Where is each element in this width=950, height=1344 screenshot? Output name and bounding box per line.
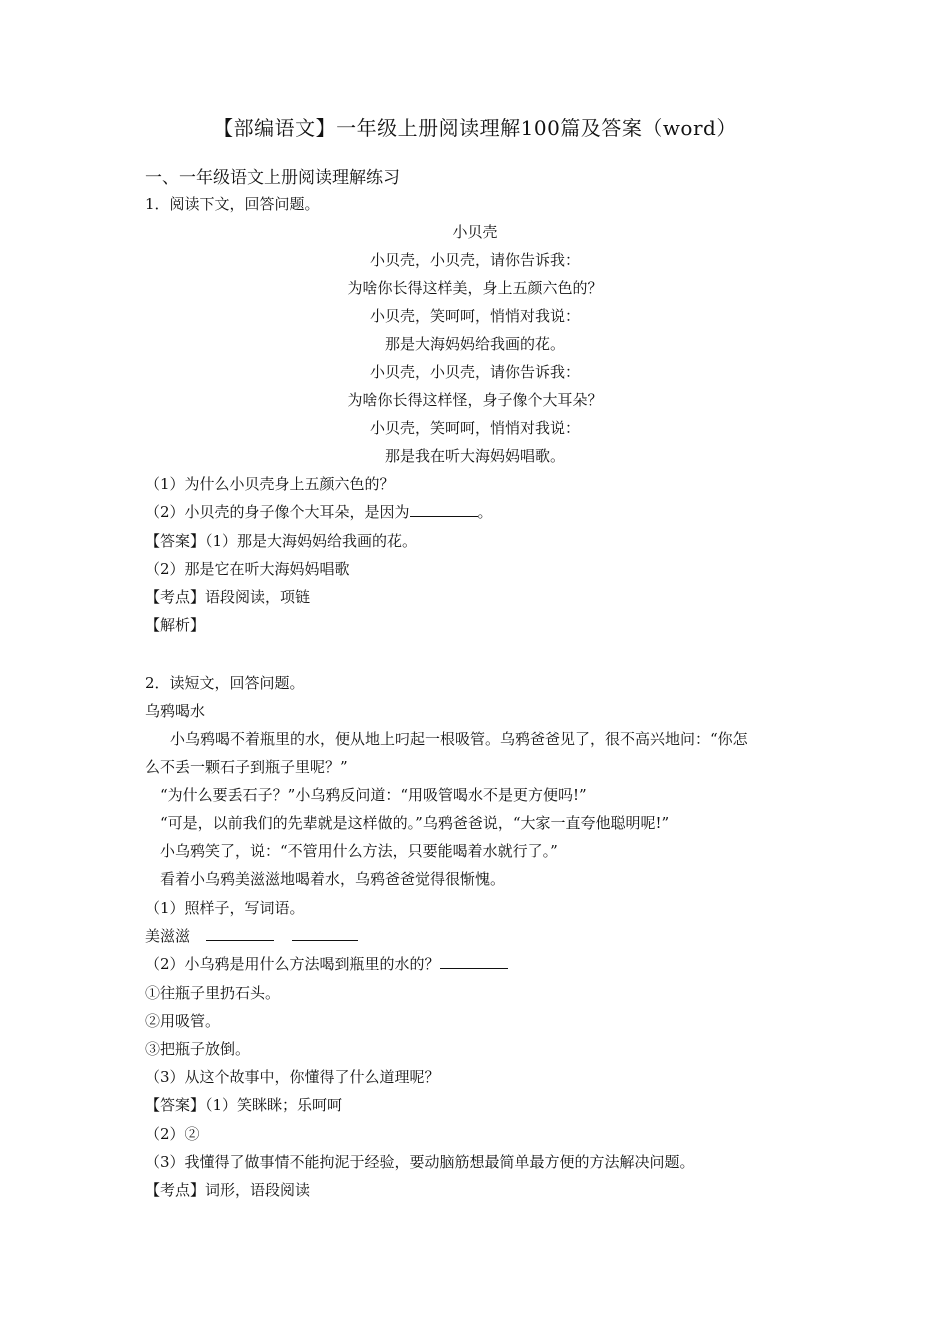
- q1-sub2-end: 。: [477, 503, 493, 521]
- poem-line: 小贝壳，笑呵呵，悄悄对我说：: [369, 307, 580, 325]
- story-paragraph: “为什么要丢石子？”小乌鸦反问道：“用吸管喝水不是更方便吗!”: [160, 786, 587, 804]
- poem-line: 小贝壳，小贝壳，请你告诉我：: [369, 251, 580, 269]
- q2-sub2-text: （2）小乌鸦是用什么方法喝到瓶里的水的？: [145, 955, 440, 973]
- q2-sub-question-2: [145, 954, 508, 974]
- poem-line: 那是大海妈妈给我画的花。: [384, 335, 565, 353]
- q2-answer-1: 【答案】（1）笑眯眯；乐呵呵: [145, 1096, 343, 1114]
- q1-answer-1: 【答案】（1）那是大海妈妈给我画的花。: [145, 532, 418, 550]
- q1-intro: 1．阅读下文，回答问题。: [145, 195, 320, 213]
- q1-jiexi: 【解析】: [145, 616, 206, 634]
- q2-answer-2: （2）②: [145, 1125, 200, 1143]
- q2-sub-question-1: （1）照样子，写词语。: [145, 899, 305, 917]
- section-heading: 一、一年级语文上册阅读理解练习: [145, 168, 400, 188]
- poem-line: 小贝壳，笑呵呵，悄悄对我说：: [369, 419, 580, 437]
- answer-blank: [410, 502, 478, 517]
- option-2: ②用吸管。: [145, 1012, 221, 1030]
- story-paragraph: 看着小乌鸦美滋滋地喝着水，乌鸦爸爸觉得很惭愧。: [160, 870, 506, 888]
- q2-kaodian: 【考点】词形，语段阅读: [145, 1181, 311, 1199]
- q1-answer-2: （2）那是它在听大海妈妈唱歌: [145, 560, 350, 578]
- example-word: 美滋滋: [145, 927, 191, 945]
- story-paragraph: 小乌鸦笑了，说：“不管用什么方法，只要能喝着水就行了。”: [160, 842, 558, 860]
- poem-title: 小贝壳: [452, 223, 498, 241]
- q2-answer-3: （3）我懂得了做事情不能拘泥于经验，要动脑筋想最简单最方便的方法解决问题。: [145, 1153, 695, 1171]
- q1-sub-question-1: （1）为什么小贝壳身上五颜六色的？: [145, 475, 395, 493]
- document-title: 【部编语文】一年级上册阅读理解100篇及答案（word）: [213, 116, 737, 140]
- answer-blank: [206, 926, 274, 941]
- option-1: ①往瓶子里扔石头。: [145, 984, 281, 1002]
- story-paragraph-cont: 么不丢一颗石子到瓶子里呢？”: [145, 758, 348, 776]
- poem-line: 为啥你长得这样美，身上五颜六色的？: [347, 279, 603, 297]
- q1-kaodian: 【考点】语段阅读，项链: [145, 588, 311, 606]
- poem-line: 为啥你长得这样怪，身子像个大耳朵？: [347, 391, 603, 409]
- story-paragraph: “可是，以前我们的先辈就是这样做的。”乌鸦爸爸说，“大家一直夸他聪明呢!”: [160, 814, 670, 832]
- option-3: ③把瓶子放倒。: [145, 1040, 251, 1058]
- answer-blank: [292, 926, 358, 941]
- q1-sub-question-2: [145, 502, 493, 522]
- q2-example-row: [145, 926, 358, 946]
- story-title: 乌鸦喝水: [145, 702, 206, 720]
- answer-blank: [440, 954, 508, 969]
- q2-intro: 2．读短文，回答问题。: [145, 674, 305, 692]
- poem-line: 那是我在听大海妈妈唱歌。: [384, 447, 565, 465]
- q2-sub-question-3: （3）从这个故事中，你懂得了什么道理呢？: [145, 1068, 440, 1086]
- story-paragraph: 小乌鸦喝不着瓶里的水，便从地上叼起一根吸管。乌鸦爸爸见了，很不高兴地问：“你怎: [170, 730, 748, 748]
- q1-sub2-text: （2）小贝壳的身子像个大耳朵，是因为: [145, 503, 410, 521]
- poem-line: 小贝壳，小贝壳，请你告诉我：: [369, 363, 580, 381]
